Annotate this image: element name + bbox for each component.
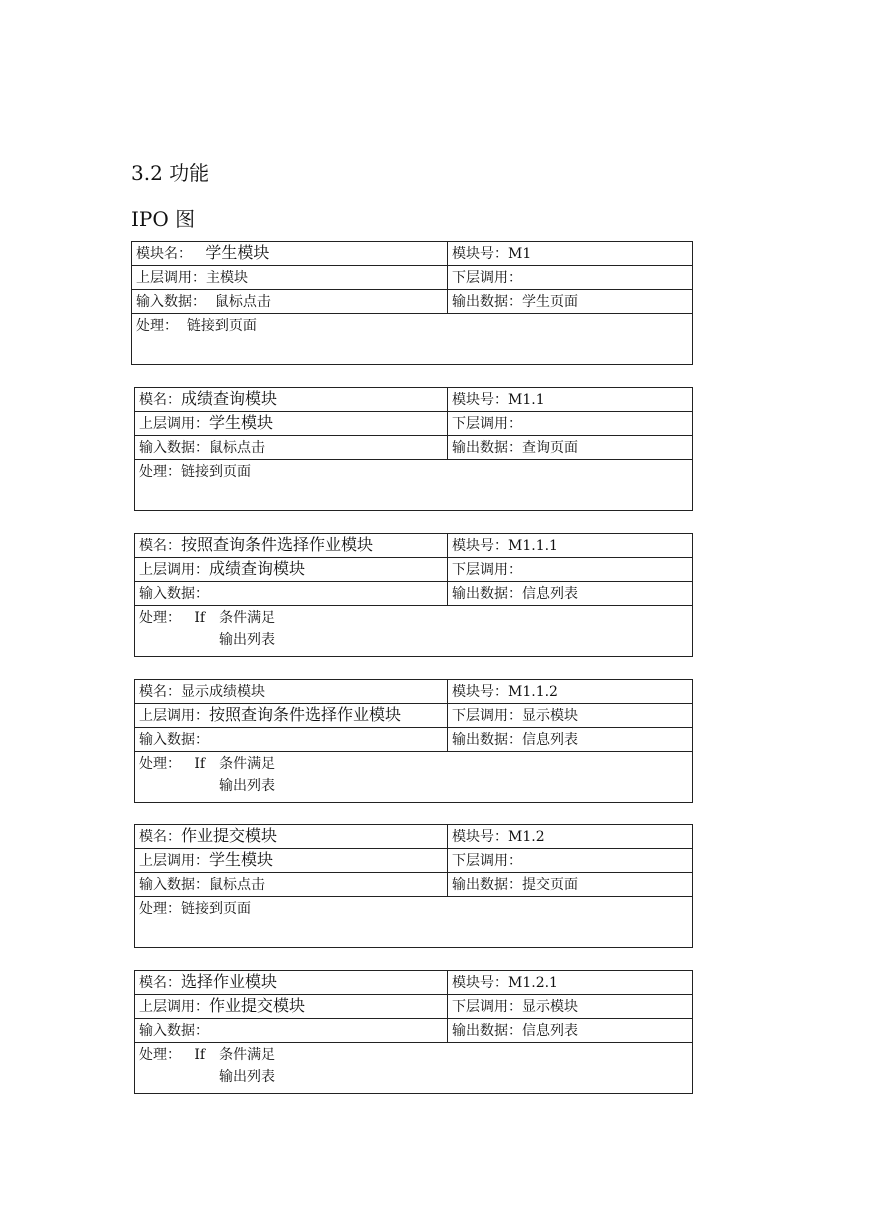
- output-cell: 输出数据：信息列表: [448, 728, 693, 752]
- table-row: [135, 558, 693, 582]
- module-id-cell: 模块号：M1.2: [448, 825, 693, 849]
- table-row: [135, 388, 693, 412]
- section-title: 3.2 功能: [131, 161, 210, 185]
- ipo-table-m1-2-1: [134, 970, 693, 1094]
- input-cell: 输入数据：: [135, 728, 448, 752]
- module-id-cell: 模块号：M1.2.1: [448, 971, 693, 995]
- ipo-title: IPO 图: [131, 207, 196, 231]
- module-id-cell: 模块号：M1.1.2: [448, 680, 693, 704]
- ipo-table-m1-1: [134, 387, 693, 511]
- callee-cell: 下层调用：显示模块: [448, 704, 693, 728]
- output-cell: 输出数据：提交页面: [448, 873, 693, 897]
- callee-cell: 下层调用：: [448, 849, 693, 873]
- input-cell: 输入数据： 鼠标点击: [132, 290, 448, 314]
- module-name-cell: 模块名： 学生模块: [132, 242, 448, 266]
- table-row: [135, 582, 693, 606]
- output-cell: 输出数据：查询页面: [448, 436, 693, 460]
- module-id-cell: 模块号：M1.1: [448, 388, 693, 412]
- table-row: [132, 242, 693, 266]
- table-row: [135, 1019, 693, 1043]
- caller-cell: 上层调用：主模块: [132, 266, 448, 290]
- table-row: [135, 704, 693, 728]
- output-cell: 输出数据：信息列表: [448, 582, 693, 606]
- module-name-cell: 模名：显示成绩模块: [135, 680, 448, 704]
- table-row: [135, 897, 693, 948]
- table-row: [135, 752, 693, 803]
- ipo-table-m1: [131, 241, 693, 365]
- table-row: [135, 606, 693, 657]
- caller-cell: 上层调用：学生模块: [135, 849, 448, 873]
- table-row: [135, 1043, 693, 1094]
- table-row: [132, 314, 693, 365]
- module-name-cell: 模名：成绩查询模块: [135, 388, 448, 412]
- input-cell: 输入数据：: [135, 1019, 448, 1043]
- caller-cell: 上层调用：成绩查询模块: [135, 558, 448, 582]
- process-cell: 处理： If 条件满足 输出列表: [135, 1043, 693, 1094]
- output-cell: 输出数据：信息列表: [448, 1019, 693, 1043]
- input-cell: 输入数据：: [135, 582, 448, 606]
- input-cell: 输入数据：鼠标点击: [135, 436, 448, 460]
- table-row: [135, 436, 693, 460]
- process-cell: 处理：链接到页面: [135, 897, 693, 948]
- table-row: [135, 728, 693, 752]
- table-row: [132, 266, 693, 290]
- ipo-table-m1-1-2: [134, 679, 693, 803]
- table-row: [135, 460, 693, 511]
- table-row: [135, 849, 693, 873]
- table-row: [135, 825, 693, 849]
- table-row: [135, 971, 693, 995]
- process-cell: 处理：链接到页面: [135, 460, 693, 511]
- module-id-cell: 模块号：M1.1.1: [448, 534, 693, 558]
- caller-cell: 上层调用：学生模块: [135, 412, 448, 436]
- callee-cell: 下层调用：: [448, 266, 693, 290]
- ipo-table-m1-2: [134, 824, 693, 948]
- callee-cell: 下层调用：显示模块: [448, 995, 693, 1019]
- table-row: [135, 534, 693, 558]
- callee-cell: 下层调用：: [448, 412, 693, 436]
- caller-cell: 上层调用：作业提交模块: [135, 995, 448, 1019]
- table-row: [132, 290, 693, 314]
- output-cell: 输出数据：学生页面: [448, 290, 693, 314]
- process-cell: 处理： If 条件满足 输出列表: [135, 752, 693, 803]
- module-name-cell: 模名：选择作业模块: [135, 971, 448, 995]
- module-name-cell: 模名：按照查询条件选择作业模块: [135, 534, 448, 558]
- table-row: [135, 680, 693, 704]
- callee-cell: 下层调用：: [448, 558, 693, 582]
- process-cell: 处理： 链接到页面: [132, 314, 693, 365]
- table-row: [135, 995, 693, 1019]
- module-id-cell: 模块号：M1: [448, 242, 693, 266]
- module-name-cell: 模名：作业提交模块: [135, 825, 448, 849]
- ipo-table-m1-1-1: [134, 533, 693, 657]
- caller-cell: 上层调用：按照查询条件选择作业模块: [135, 704, 448, 728]
- table-row: [135, 412, 693, 436]
- process-cell: 处理： If 条件满足 输出列表: [135, 606, 693, 657]
- table-row: [135, 873, 693, 897]
- input-cell: 输入数据：鼠标点击: [135, 873, 448, 897]
